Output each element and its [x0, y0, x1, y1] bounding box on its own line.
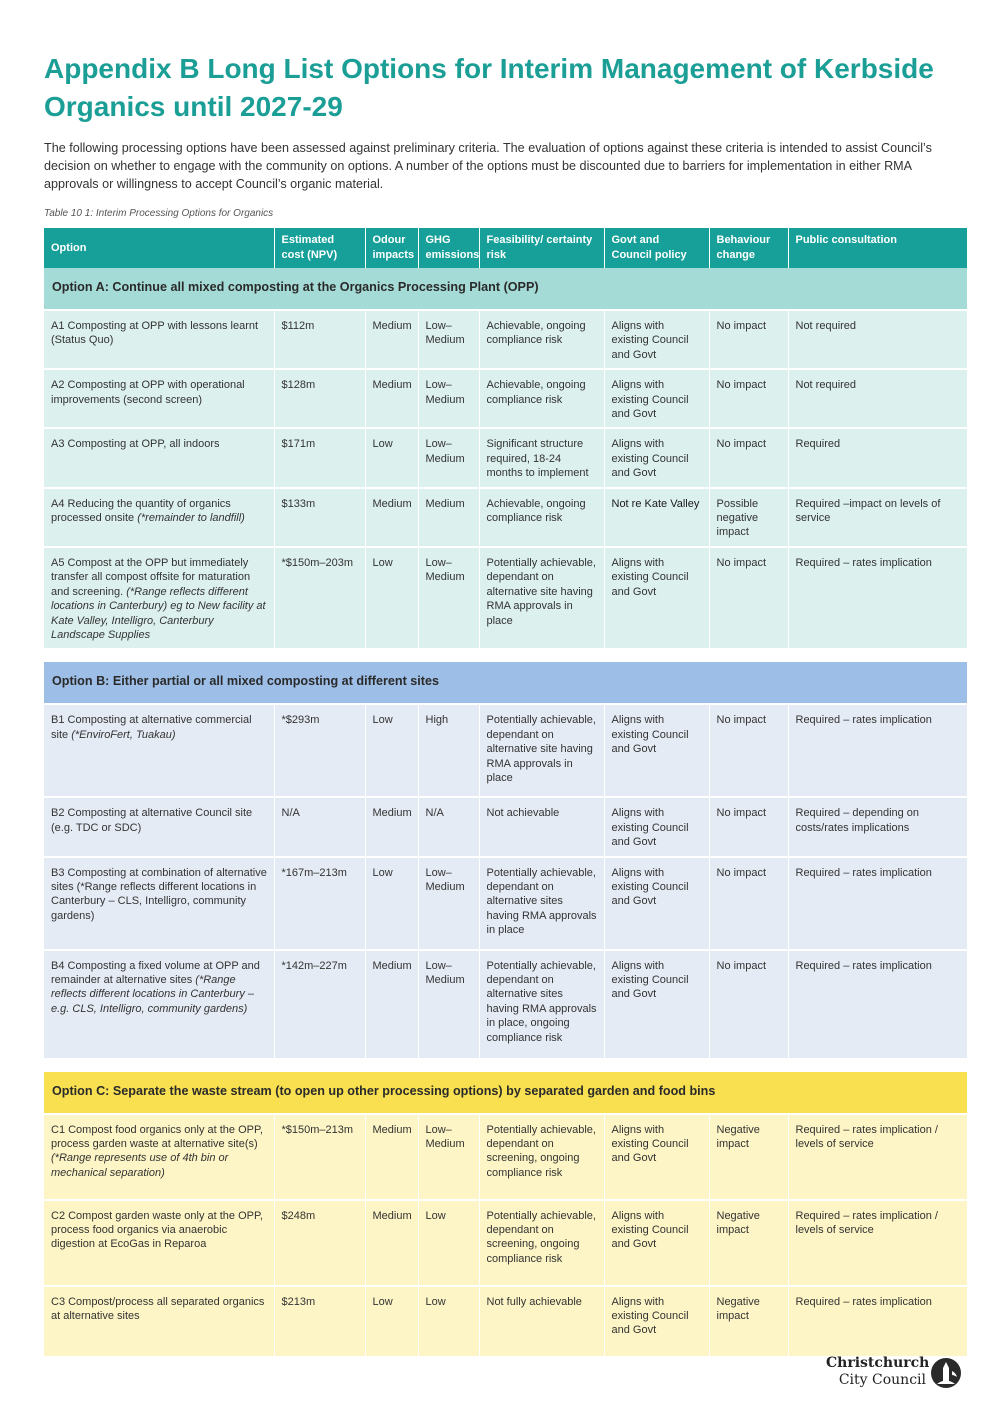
behaviour-cell: No impact	[709, 547, 788, 648]
option-note: (*Range represents use of 4th bin or mechanical separation)	[51, 1152, 229, 1179]
policy-cell: Aligns with existing Council and Govt	[604, 950, 709, 1058]
section-c-heading	[44, 1072, 967, 1114]
behaviour-cell: Negative impact	[709, 1200, 788, 1286]
policy-cell: Aligns with existing Council and Govt	[604, 857, 709, 950]
table-header-row	[44, 228, 967, 268]
policy-cell: Not re Kate Valley	[604, 488, 709, 547]
policy-cell: Aligns with existing Council and Govt	[604, 428, 709, 487]
behaviour-cell: No impact	[709, 310, 788, 369]
header-option: Option	[44, 228, 274, 268]
behaviour-cell: No impact	[709, 950, 788, 1058]
section-spacer	[44, 1058, 967, 1072]
option-note: (*Range reflects different locations in Canterbury – e.g. CLS, Intelligro, community gardens)	[51, 973, 254, 1015]
consultation-cell: Not required	[788, 369, 967, 428]
odour-cell: Medium	[365, 488, 418, 547]
consultation-cell: Required – depending on costs/rates implications	[788, 797, 967, 856]
feasibility-cell: Potentially achievable, dependant on screening, ongoing compliance risk	[479, 1200, 604, 1286]
feasibility-cell: Achievable, ongoing compliance risk	[479, 369, 604, 428]
page-title: Appendix B Long List Options for Interim Management of Kerbside Organics until 2027-29	[44, 53, 934, 122]
header-policy: Govt and Council policy	[604, 228, 709, 268]
feasibility-cell: Potentially achievable, dependant on alternative site having RMA approvals in place	[479, 547, 604, 648]
cost-cell: $213m	[274, 1286, 365, 1356]
policy-cell: Aligns with existing Council and Govt	[604, 547, 709, 648]
option-cell: C3 Compost/process all separated organics at alternative sites	[44, 1286, 274, 1356]
consultation-cell: Required – rates implication	[788, 704, 967, 797]
option-cell: A4 Reducing the quantity of organics processed onsite (*remainder to landfill)	[44, 488, 274, 547]
feasibility-cell: Not achievable	[479, 797, 604, 856]
odour-cell: Medium	[365, 797, 418, 856]
odour-cell: Low	[365, 1286, 418, 1356]
behaviour-cell: Possible negative impact	[709, 488, 788, 547]
consultation-cell: Required –impact on levels of service	[788, 488, 967, 547]
header-odour: Odour impacts	[365, 228, 418, 268]
ghg-cell: Low–Medium	[418, 547, 479, 648]
feasibility-cell: Potentially achievable, dependant on screening, ongoing compliance risk	[479, 1114, 604, 1200]
table-row	[44, 857, 967, 950]
policy-cell: Aligns with existing Council and Govt	[604, 797, 709, 856]
header-ghg: GHG emissions	[418, 228, 479, 268]
table-row	[44, 704, 967, 797]
feasibility-cell: Potentially achievable, dependant on alternative site having RMA approvals in place	[479, 704, 604, 797]
header-behaviour: Behaviour change	[709, 228, 788, 268]
table-row	[44, 428, 967, 487]
ghg-cell: Low–Medium	[418, 428, 479, 487]
feasibility-cell: Potentially achievable, dependant on alternative sites having RMA approvals in place, ongoing compliance risk	[479, 950, 604, 1058]
cost-cell: *$150m–203m	[274, 547, 365, 648]
ghg-cell: Low–Medium	[418, 369, 479, 428]
option-cell: A3 Composting at OPP, all indoors	[44, 428, 274, 487]
option-cell: B4 Composting a fixed volume at OPP and remainder at alternative sites (*Range reflects different locations in Canterbury – e.g. CLS, Intelligro, community gardens)	[44, 950, 274, 1058]
section-spacer	[44, 648, 967, 662]
policy-cell: Aligns with existing Council and Govt	[604, 1200, 709, 1286]
ghg-cell: Low	[418, 1286, 479, 1356]
odour-cell: Low	[365, 547, 418, 648]
ghg-cell: Medium	[418, 488, 479, 547]
header-cost: Estimated cost (NPV)	[274, 228, 365, 268]
option-cell: A2 Composting at OPP with operational improvements (second screen)	[44, 369, 274, 428]
option-cell: A1 Composting at OPP with lessons learnt (Status Quo)	[44, 310, 274, 369]
section-c-title: Option C: Separate the waste stream (to open up other processing options) by separated garden and food bins	[44, 1072, 967, 1114]
feasibility-cell: Achievable, ongoing compliance risk	[479, 488, 604, 547]
odour-cell: Medium	[365, 1200, 418, 1286]
cost-cell: $112m	[274, 310, 365, 369]
option-cell: B1 Composting at alternative commercial site (*EnviroFert, Tuakau)	[44, 704, 274, 797]
behaviour-cell: No impact	[709, 428, 788, 487]
consultation-cell: Required – rates implication	[788, 857, 967, 950]
consultation-cell: Required – rates implication	[788, 1286, 967, 1356]
option-note: (*EnviroFert, Tuakau)	[71, 728, 176, 741]
table-row	[44, 1200, 967, 1286]
feasibility-cell: Significant structure required, 18-24 months to implement	[479, 428, 604, 487]
ghg-cell: Low–Medium	[418, 1114, 479, 1200]
table-row	[44, 310, 967, 369]
policy-cell: Aligns with existing Council and Govt	[604, 369, 709, 428]
cost-cell: *$150m–213m	[274, 1114, 365, 1200]
header-feasibility: Feasibility/ certainty risk	[479, 228, 604, 268]
logo-line-2: City Council	[838, 1372, 926, 1388]
odour-cell: Medium	[365, 310, 418, 369]
consultation-cell: Required – rates implication	[788, 950, 967, 1058]
consultation-cell: Required – rates implication / levels of service	[788, 1200, 967, 1286]
table-row	[44, 797, 967, 856]
policy-cell: Aligns with existing Council and Govt	[604, 1286, 709, 1356]
table-caption: Table 10 1: Interim Processing Options for Organics	[44, 208, 274, 219]
cost-cell: $133m	[274, 488, 365, 547]
option-cell: C1 Compost food organics only at the OPP, process garden waste at alternative site(s) (*Range represents use of 4th bin or mechanical separation)	[44, 1114, 274, 1200]
logo-line-1: Christchurch	[826, 1355, 930, 1371]
section-b-heading	[44, 662, 967, 704]
odour-cell: Low	[365, 428, 418, 487]
odour-cell: Low	[365, 704, 418, 797]
behaviour-cell: No impact	[709, 369, 788, 428]
policy-cell: Aligns with existing Council and Govt	[604, 704, 709, 797]
cost-cell: $248m	[274, 1200, 365, 1286]
feasibility-cell: Not fully achievable	[479, 1286, 604, 1356]
cost-cell: *167m–213m	[274, 857, 365, 950]
options-table	[44, 228, 967, 1356]
consultation-cell: Required – rates implication	[788, 547, 967, 648]
behaviour-cell: No impact	[709, 857, 788, 950]
cost-cell: N/A	[274, 797, 365, 856]
policy-cell: Aligns with existing Council and Govt	[604, 1114, 709, 1200]
cost-cell: *$293m	[274, 704, 365, 797]
behaviour-cell: Negative impact	[709, 1114, 788, 1200]
option-note: (*Range reflects different locations in Canterbury) eg to New facility at Kate Valley, Intelligro, Canterbury Landscape Supplies	[51, 585, 266, 641]
odour-cell: Medium	[365, 369, 418, 428]
option-cell: A5 Compost at the OPP but immediately transfer all compost offsite for maturation and screening. (*Range reflects different locations in Canterbury) eg to New facility at Kate Valley, Intelligro, Canterbury Landscape Supplies	[44, 547, 274, 648]
table-row	[44, 1286, 967, 1356]
cost-cell: $171m	[274, 428, 365, 487]
behaviour-cell: Negative impact	[709, 1286, 788, 1356]
ghg-cell: Low–Medium	[418, 950, 479, 1058]
odour-cell: Low	[365, 857, 418, 950]
option-cell: B3 Composting at combination of alternative sites (*Range reflects different locations in Canterbury – CLS, Intelligro, community gardens)	[44, 857, 274, 950]
table-row	[44, 950, 967, 1058]
odour-cell: Medium	[365, 950, 418, 1058]
council-logo	[826, 1355, 966, 1391]
header-consultation: Public consultation	[788, 228, 967, 268]
ghg-cell: N/A	[418, 797, 479, 856]
table-row	[44, 369, 967, 428]
cost-cell: $128m	[274, 369, 365, 428]
ghg-cell: Low	[418, 1200, 479, 1286]
consultation-cell: Not required	[788, 310, 967, 369]
ghg-cell: Low–Medium	[418, 857, 479, 950]
feasibility-cell: Achievable, ongoing compliance risk	[479, 310, 604, 369]
table-row	[44, 547, 967, 648]
consultation-cell: Required – rates implication / levels of service	[788, 1114, 967, 1200]
option-note: (*remainder to landfill)	[137, 512, 245, 525]
cost-cell: *142m–227m	[274, 950, 365, 1058]
policy-cell: Aligns with existing Council and Govt	[604, 310, 709, 369]
option-cell: C2 Compost garden waste only at the OPP, process food organics via anaerobic digestion at EcoGas in Reparoa	[44, 1200, 274, 1286]
ghg-cell: Low–Medium	[418, 310, 479, 369]
cathedral-emblem-icon	[930, 1357, 962, 1389]
feasibility-cell: Potentially achievable, dependant on alternative sites having RMA approvals in place	[479, 857, 604, 950]
consultation-cell: Required	[788, 428, 967, 487]
intro-paragraph: The following processing options have been assessed against preliminary criteria. The evaluation of options against these criteria is intended to assist Council’s decision on whether to engage with the community on options. A number of the options must be discounted due to barriers for implementation in either RMA approvals or willingness to accept Council’s organic material.	[44, 141, 932, 191]
option-cell: B2 Composting at alternative Council site (e.g. TDC or SDC)	[44, 797, 274, 856]
behaviour-cell: No impact	[709, 704, 788, 797]
section-a-heading	[44, 268, 967, 310]
table-row	[44, 488, 967, 547]
ghg-cell: High	[418, 704, 479, 797]
table-row	[44, 1114, 967, 1200]
behaviour-cell: No impact	[709, 797, 788, 856]
odour-cell: Medium	[365, 1114, 418, 1200]
section-a-title: Option A: Continue all mixed composting at the Organics Processing Plant (OPP)	[44, 268, 967, 310]
section-b-title: Option B: Either partial or all mixed composting at different sites	[44, 662, 967, 704]
